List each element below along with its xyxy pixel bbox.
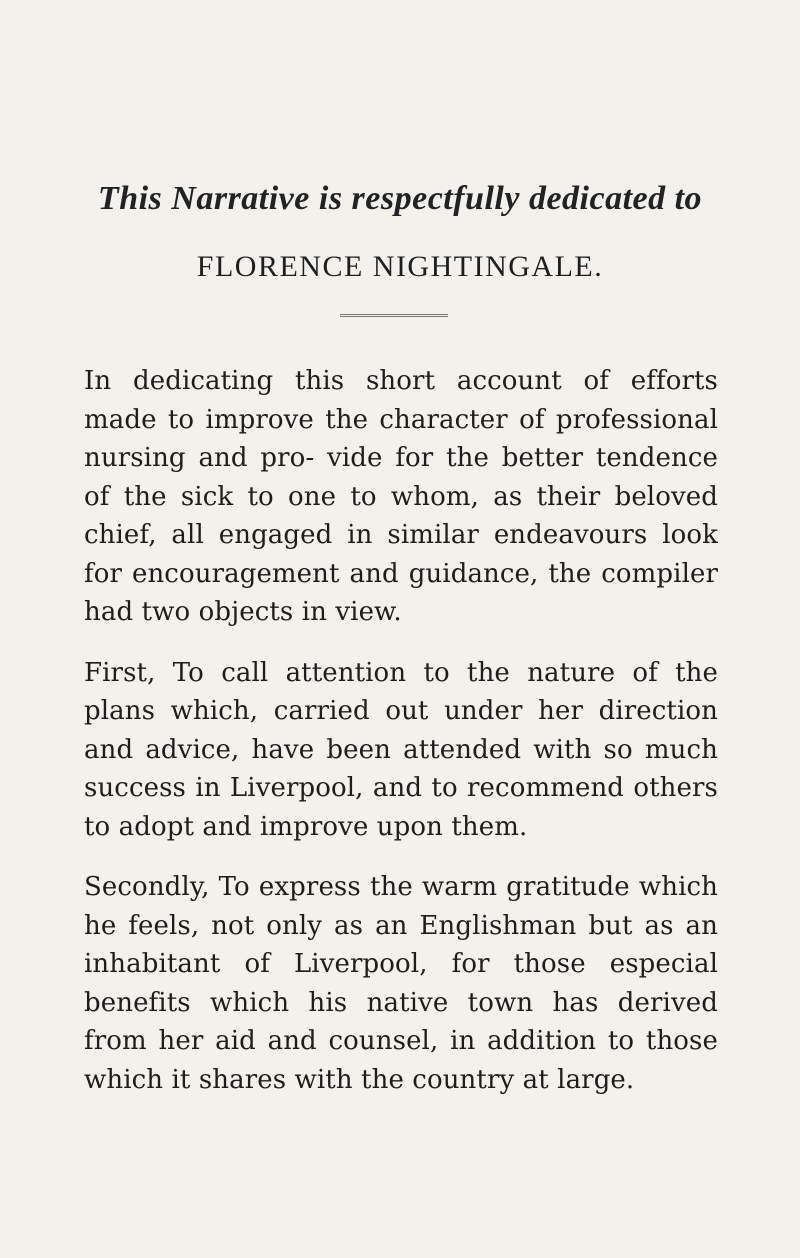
paragraph-intro: In dedicating this short account of efforts made to improve the character of professional nursing and pro- vide for the better tendence of the sick to one to whom, as their beloved chief, all engaged in similar endeavours look for encouragement and guidance, the compiler had two objects in view. [84,366,718,627]
ornamental-rule [340,314,448,317]
dedication-heading: This Narrative is respectfully dedicated to [97,180,703,217]
paragraph-second-object: Secondly, To express the warm gratitude which he feels, not only as an Englishman but as an inhabitant of Liverpool, for those especial benefits which his native town has derived from her aid and counsel, in addition to those which it shares with the country at large. [84,872,718,1095]
dedication-body [84,362,718,1121]
dedicatee-name: FLORENCE NIGHTINGALE. [196,250,604,283]
paragraph-first-object: First, To call attention to the nature of the plans which, carried out under her direction and advice, have been attended with so much success in Liverpool, and to recommend others to adopt and improve upon them. [84,657,718,842]
